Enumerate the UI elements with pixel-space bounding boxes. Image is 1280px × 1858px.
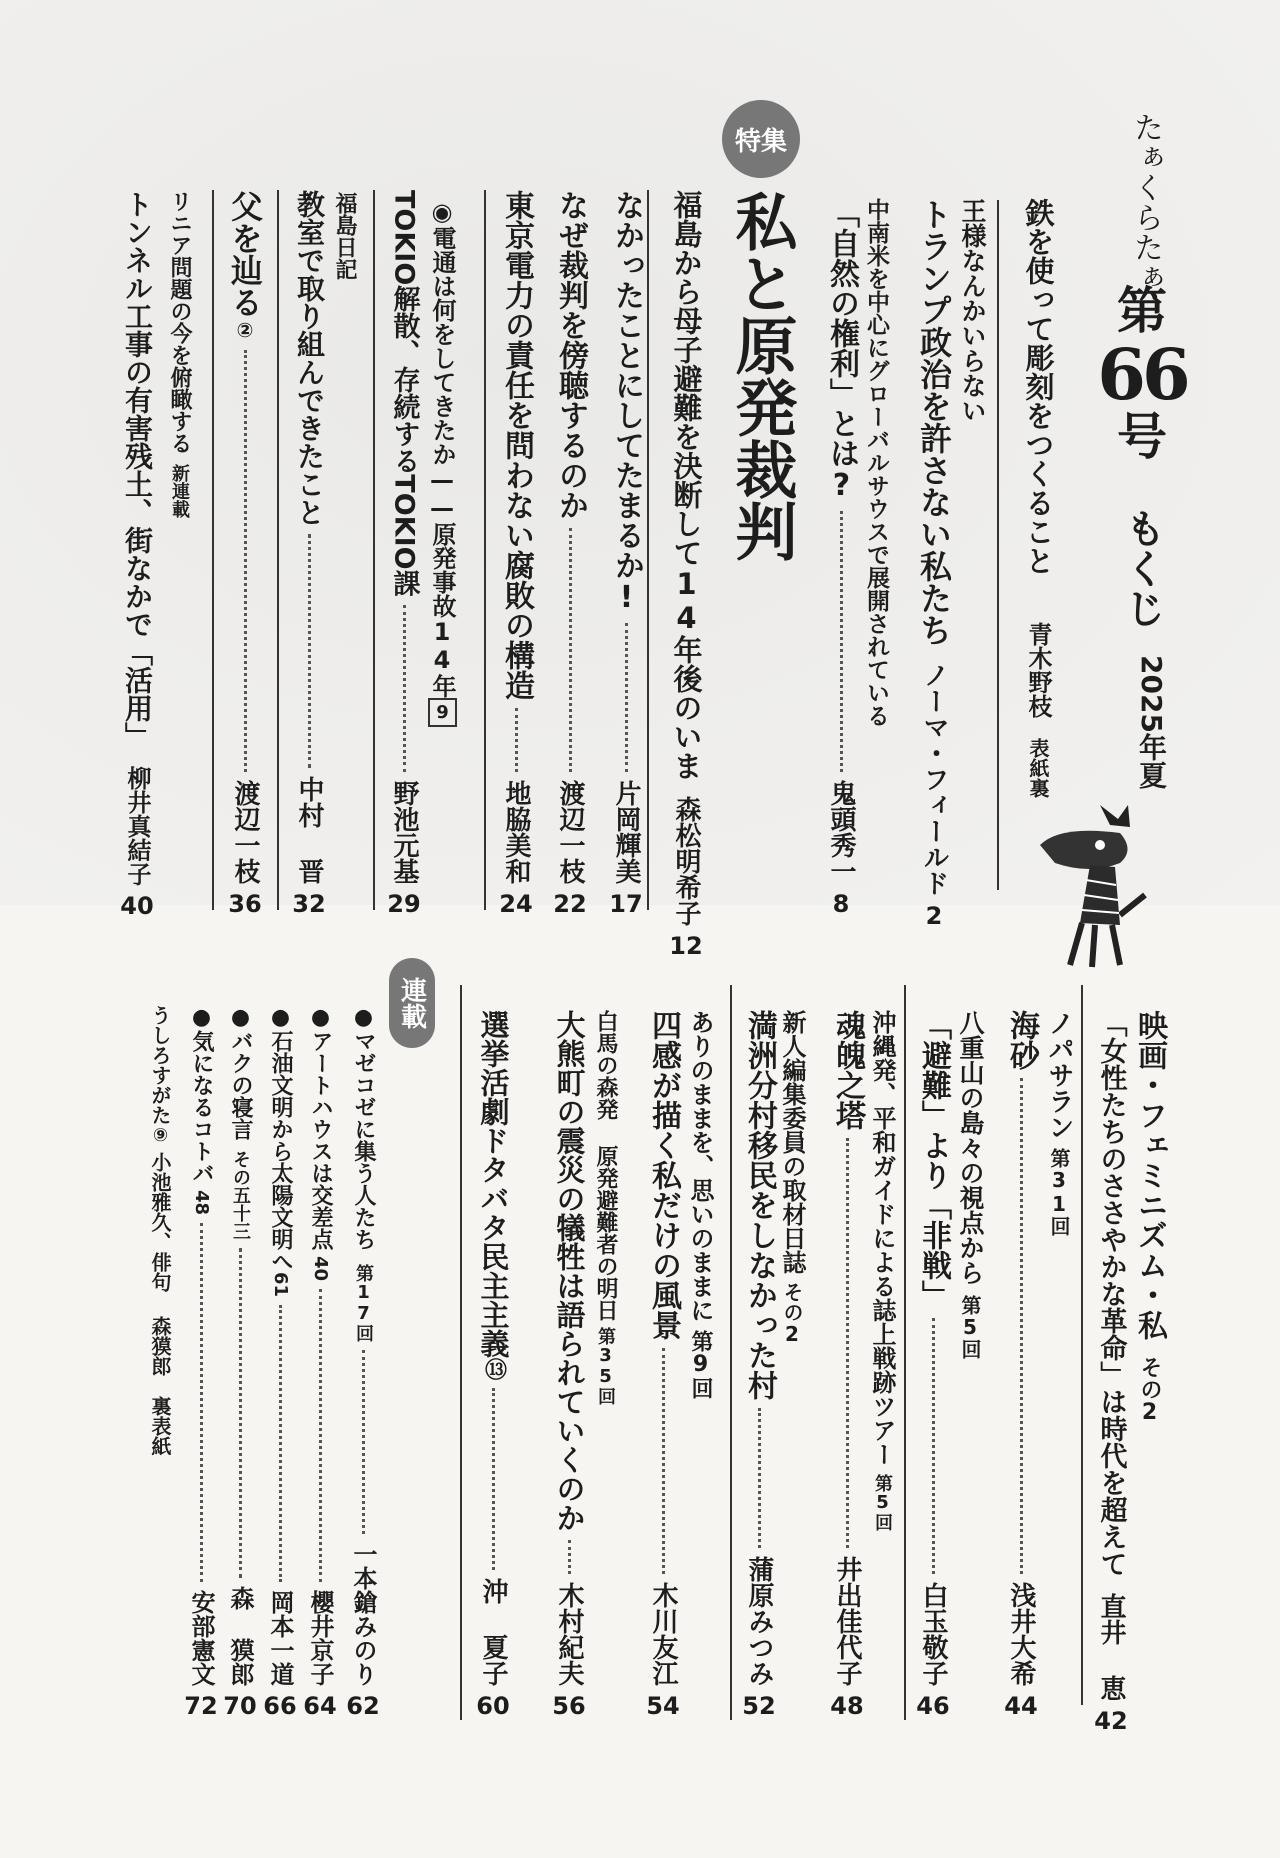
entry-pretitle: 中南米を中心にグローバルサウスで展開されている bbox=[863, 198, 889, 727]
divider bbox=[730, 985, 732, 1720]
leader-dots bbox=[244, 350, 247, 772]
rensai-item[interactable] bbox=[183, 1005, 219, 1720]
entry-title: なぜ裁判を傍聴するのか bbox=[553, 190, 588, 520]
leader-dots bbox=[403, 605, 406, 772]
entry-author: 中村 晋 bbox=[294, 776, 324, 884]
toc-entry[interactable] bbox=[1008, 198, 1068, 798]
special-title: 私と原発裁判 bbox=[725, 190, 798, 562]
entry-page: 56 bbox=[552, 1692, 586, 1720]
toc-entry[interactable] bbox=[286, 190, 332, 918]
leader-dots bbox=[515, 708, 518, 772]
entry-title: 映画・フェミニズム・私その2 bbox=[1132, 1010, 1167, 1425]
entry-title: ●アートハウスは交差点40 bbox=[308, 1005, 333, 1282]
divider bbox=[904, 985, 906, 1720]
leader-dots bbox=[279, 1305, 282, 1582]
entry-page: 40 bbox=[120, 892, 154, 920]
entry-author: 直井 恵 bbox=[1096, 1593, 1126, 1701]
entry-author: 渡辺一枝 bbox=[555, 780, 585, 884]
entry-page: 29 bbox=[387, 890, 421, 918]
entry-title: トンネル工事の有害残土、街なかで「活用」 bbox=[121, 190, 154, 750]
entry-author: 岡本一道 bbox=[266, 1590, 294, 1686]
leader-dots bbox=[362, 1350, 365, 1534]
toc-entry[interactable] bbox=[546, 1010, 592, 1720]
toc-entry[interactable] bbox=[112, 190, 162, 918]
entry-page: 52 bbox=[742, 1692, 776, 1720]
toc-entry[interactable] bbox=[824, 1010, 870, 1720]
entry-page: 32 bbox=[292, 890, 326, 918]
leader-dots bbox=[625, 623, 628, 772]
leader-dots bbox=[662, 1348, 665, 1574]
toc-entry[interactable] bbox=[380, 190, 428, 918]
entry-page: 48 bbox=[830, 1692, 864, 1720]
entry-page: 64 bbox=[303, 1692, 337, 1720]
entry-page: 46 bbox=[916, 1692, 950, 1720]
toc-entry[interactable] bbox=[1088, 1010, 1134, 1735]
entry-title: ●バクの寝言その五十三 bbox=[228, 1005, 253, 1240]
toc-entry[interactable] bbox=[220, 190, 270, 918]
entry-number: ⑨ bbox=[150, 1125, 171, 1146]
entry-author: 野池元基 bbox=[389, 780, 419, 884]
entry-author: 白玉敬子 bbox=[918, 1582, 948, 1686]
toc-label: もくじ bbox=[1119, 508, 1165, 628]
toc-entry[interactable] bbox=[662, 190, 710, 960]
rensai-item[interactable] bbox=[345, 1005, 381, 1720]
entry-title: ●気になるコトバ48 bbox=[189, 1005, 214, 1216]
entry-pretitle: リニア問題の今を俯瞰する新連載 bbox=[167, 190, 192, 518]
entry-author: 青木野枝 bbox=[1024, 622, 1052, 718]
entry-title: 「自然の権利」とは? bbox=[824, 198, 859, 503]
leader-dots bbox=[758, 1408, 761, 1548]
toc-entry[interactable] bbox=[640, 1010, 686, 1720]
leader-dots bbox=[932, 1318, 935, 1574]
magazine-name: たぁくらたぁ bbox=[1128, 112, 1163, 292]
divider bbox=[484, 190, 486, 910]
entry-title: 新人編集委員の取材日誌その2 bbox=[778, 1010, 806, 1346]
toc-entry[interactable] bbox=[468, 1010, 518, 1720]
leader-dots bbox=[492, 1388, 495, 1570]
entry-title: なかったことにしてたまるか! bbox=[609, 190, 644, 615]
entry-title: ◉電通は何をしてきたか——原発事故14年9 bbox=[430, 198, 454, 758]
entry-page: 70 bbox=[223, 1692, 257, 1720]
leader-dots bbox=[239, 1248, 242, 1578]
divider bbox=[212, 190, 214, 910]
entry-title: 八重山の島々の視点から第5回 bbox=[956, 1010, 985, 1359]
leader-dots bbox=[1020, 1078, 1023, 1574]
entry-author: ノーマ・フィールド bbox=[919, 662, 949, 896]
issue-number-badge: 9 bbox=[428, 698, 457, 727]
entry-title: 「女性たちのささやかな革命」は時代を超えて bbox=[1095, 1010, 1127, 1577]
entry-title: TOKIO解散、存続するTOKIO課 bbox=[388, 190, 420, 597]
entry-page: 66 bbox=[263, 1692, 297, 1720]
entry-author: 浅井大希 bbox=[1006, 1582, 1036, 1686]
toc-entry[interactable] bbox=[602, 190, 650, 918]
entry-author: 渡辺一枝 bbox=[230, 780, 260, 884]
rensai-item[interactable] bbox=[222, 1005, 258, 1720]
entry-title: 大熊町の震災の犠牲は語られていくのか bbox=[552, 1010, 587, 1532]
leader-dots bbox=[200, 1223, 203, 1582]
rensai-item[interactable] bbox=[262, 1005, 298, 1720]
toc-entry[interactable] bbox=[998, 1010, 1044, 1720]
entry-title: ●マゼコゼに集う人たち第17回 bbox=[351, 1005, 376, 1342]
entry-title: 四感が描く私だけの風景 bbox=[646, 1010, 681, 1340]
entry-title: 父を辿る② bbox=[226, 190, 264, 342]
entry-page: 表紙裏 bbox=[1026, 738, 1050, 798]
entry-page: 17 bbox=[609, 890, 643, 918]
deer-mascot-icon bbox=[1020, 805, 1160, 970]
entry-author: 蒲原みつみ bbox=[744, 1556, 774, 1686]
entry-title: 沖縄発、平和ガイドによる誌上戦跡ツアー第5回 bbox=[868, 1010, 896, 1531]
entry-title: ●石油文明から太陽文明へ61 bbox=[268, 1005, 293, 1298]
entry-page: 72 bbox=[184, 1692, 218, 1720]
entry-title: うしろすがた bbox=[148, 1005, 172, 1125]
entry-author: 森 獏郎 bbox=[226, 1586, 254, 1686]
entry-title: 魂魄之塔 bbox=[830, 1010, 865, 1130]
entry-title: 教室で取り組んできたこと bbox=[293, 190, 326, 526]
entry-author: 沖 夏子 bbox=[478, 1578, 508, 1686]
entry-author: 井出佳代子 bbox=[832, 1556, 862, 1686]
entry-author: 木村紀夫 bbox=[554, 1582, 584, 1686]
divider bbox=[997, 200, 999, 890]
entry-title: 東京電力の責任を問わない腐敗の構造 bbox=[499, 190, 534, 700]
rensai-item[interactable] bbox=[302, 1005, 338, 1720]
entry-title: 鉄を使って彫刻をつくること bbox=[1021, 198, 1056, 575]
entry-author: 一本鎗みのり bbox=[349, 1542, 377, 1686]
toc-entry[interactable] bbox=[910, 1010, 956, 1720]
toc-entry[interactable] bbox=[546, 190, 594, 918]
leader-dots bbox=[846, 1138, 849, 1548]
entry-title: トランプ政治を許さない私たち bbox=[915, 198, 953, 646]
entry-author: 木川友江 bbox=[648, 1582, 678, 1686]
entry-author: 森松明希子 bbox=[671, 796, 701, 926]
entry-page: 24 bbox=[499, 890, 533, 918]
entry-author: 柳井真結子 bbox=[123, 766, 151, 886]
season-label: 2025年夏 bbox=[1135, 655, 1168, 789]
entry-page: 2 bbox=[925, 902, 943, 930]
entry-pretitle: 福島日記 bbox=[332, 192, 357, 280]
entry-page: 42 bbox=[1094, 1707, 1128, 1735]
entry-author: 櫻井京子 bbox=[306, 1590, 334, 1686]
entry-title: ありのままを、思いのままに第9回 bbox=[686, 1010, 714, 1399]
toc-entry[interactable] bbox=[736, 1010, 782, 1720]
leader-dots bbox=[308, 534, 311, 768]
divider bbox=[460, 985, 462, 1720]
entry-page: 54 bbox=[646, 1692, 680, 1720]
entry-page: 8 bbox=[832, 890, 850, 918]
entry-title: 海砂 bbox=[1004, 1010, 1039, 1070]
entry-page: 60 bbox=[476, 1692, 510, 1720]
toc-entry[interactable] bbox=[818, 198, 864, 918]
entry-author: 片岡輝美 bbox=[611, 780, 641, 884]
special-badge: 特集 bbox=[722, 100, 800, 178]
toc-entry[interactable] bbox=[910, 198, 958, 930]
entry-page: 36 bbox=[228, 890, 262, 918]
divider bbox=[373, 190, 375, 910]
rensai-badge: 連載 bbox=[389, 958, 435, 1048]
entry-title: 福島から母子避難を決断して14年後のいま bbox=[669, 190, 704, 780]
entry-title: 「避難」より「非戦」 bbox=[916, 1010, 951, 1310]
leader-dots bbox=[840, 511, 843, 772]
entry-page: 44 bbox=[1004, 1692, 1038, 1720]
entry-page: 12 bbox=[669, 932, 703, 960]
entry-author: 鬼頭秀一 bbox=[826, 780, 856, 884]
divider bbox=[1081, 985, 1083, 1705]
entry-author: 小池雅久、俳句 森獏郎 bbox=[148, 1152, 172, 1376]
entry-page: 22 bbox=[553, 890, 587, 918]
rensai-item[interactable] bbox=[150, 1005, 170, 1525]
toc-entry[interactable] bbox=[492, 190, 540, 918]
entry-page: 62 bbox=[346, 1692, 380, 1720]
leader-dots bbox=[319, 1289, 322, 1582]
entry-title: 選挙活劇ドタバタ民主主義⑬ bbox=[476, 1010, 511, 1380]
entry-title: ノパサラン第31回 bbox=[1044, 1010, 1074, 1236]
entry-page: 裏表紙 bbox=[148, 1396, 172, 1456]
entry-author: 安部憲文 bbox=[187, 1590, 215, 1686]
entry-author: 地脇美和 bbox=[501, 780, 531, 884]
entry-title: 白馬の森発 原発避難者の明日第35回 bbox=[593, 1010, 618, 1405]
divider bbox=[277, 190, 279, 910]
issue-number: 第 66 号 bbox=[1097, 281, 1187, 466]
entry-pretitle: 王様なんかいらない bbox=[958, 198, 987, 423]
leader-dots bbox=[568, 1540, 571, 1574]
leader-dots bbox=[569, 528, 572, 772]
entry-title: 満洲分村移民をしなかった村 bbox=[742, 1010, 777, 1400]
